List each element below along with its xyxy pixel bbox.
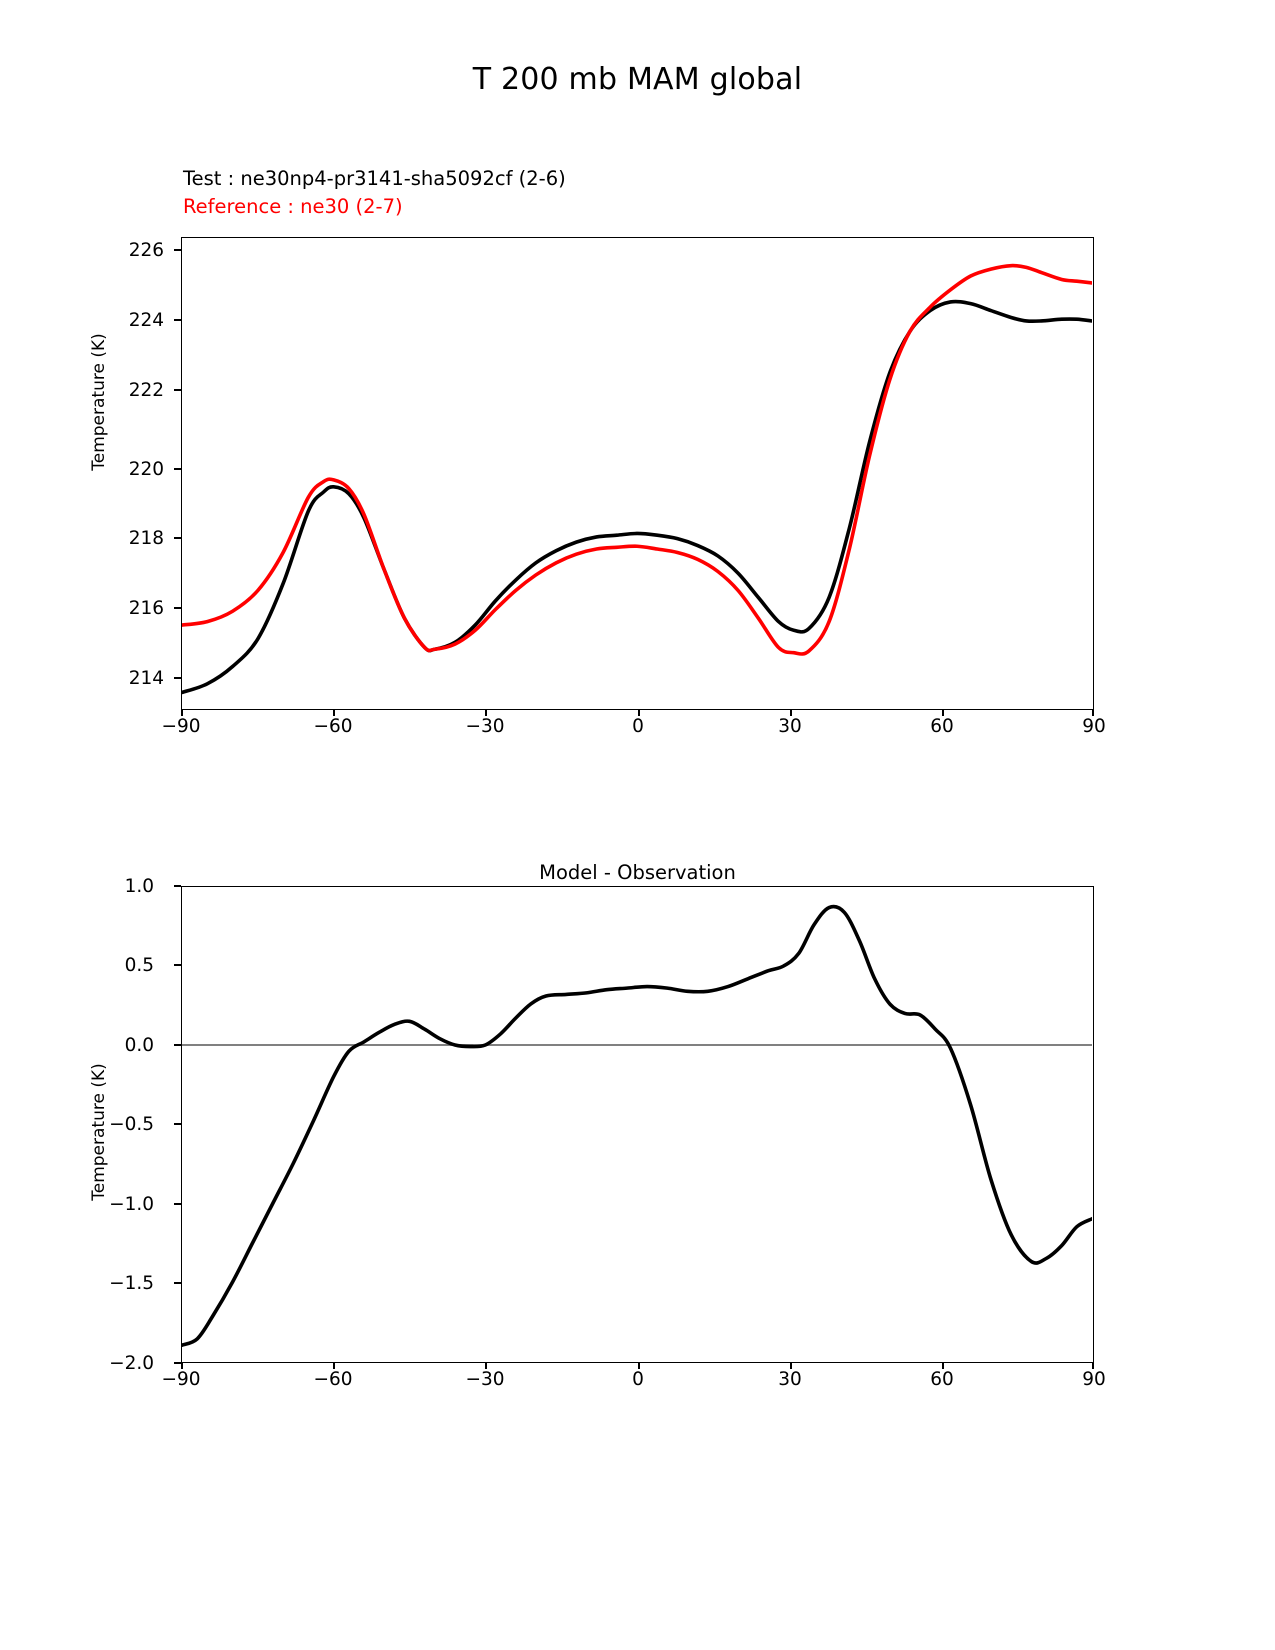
top-y-tick-mark-224 — [174, 319, 181, 321]
bottom-y-tick-minus05: −0.5 — [109, 1114, 154, 1135]
bottom-panel-plot-area — [181, 886, 1094, 1363]
bottom-x-tick-mark-60 — [942, 1362, 944, 1369]
bottom-y-tick-minus15: −1.5 — [109, 1273, 154, 1294]
bottom-y-tick-minus2: −2.0 — [109, 1353, 154, 1374]
top-x-tick-minus90: −90 — [161, 716, 201, 737]
legend-item-reference: Reference : ne30 (2-7) — [183, 194, 403, 218]
legend — [183, 165, 566, 220]
bottom-panel-svg — [182, 887, 1092, 1361]
top-x-tick-mark-0 — [638, 709, 640, 716]
top-x-tick-mark-30 — [790, 709, 792, 716]
top-y-tick-216: 216 — [128, 598, 164, 619]
top-y-tick-222: 222 — [128, 380, 164, 401]
top-x-tick-90: 90 — [1082, 716, 1106, 737]
bottom-y-tick-mark-minus05 — [174, 1123, 181, 1125]
top-y-tick-mark-214 — [174, 677, 181, 679]
bottom-x-tick-mark-90 — [1092, 1362, 1094, 1369]
bottom-x-tick-minus30: −30 — [465, 1369, 505, 1390]
bottom-y-tick-minus1: −1.0 — [109, 1194, 154, 1215]
top-x-tick-minus30: −30 — [465, 716, 505, 737]
bottom-y-tick-mark-minus2 — [174, 1362, 181, 1364]
legend-item-test: Test : ne30np4-pr3141-sha5092cf (2-6) — [183, 167, 566, 190]
top-y-tick-218: 218 — [128, 528, 164, 549]
top-y-tick-226: 226 — [128, 240, 164, 261]
bottom-x-tick-mark-30 — [790, 1362, 792, 1369]
bottom-y-tick-mark-0 — [174, 1044, 181, 1046]
top-x-tick-mark-90 — [1092, 709, 1094, 716]
bottom-x-tick-mark-minus60 — [333, 1362, 335, 1369]
bottom-y-tick-mark-05 — [174, 964, 181, 966]
bottom-y-tick-1: 1.0 — [124, 876, 154, 897]
top-x-tick-60: 60 — [930, 716, 954, 737]
top-panel-y-axis-label: Temperature (K) — [89, 333, 109, 471]
bottom-x-tick-0: 0 — [632, 1369, 644, 1390]
top-y-tick-mark-226 — [174, 249, 181, 251]
top-x-tick-mark-minus30 — [485, 709, 487, 716]
top-y-tick-mark-220 — [174, 468, 181, 470]
top-x-tick-30: 30 — [778, 716, 802, 737]
data-line-series-0 — [182, 907, 1092, 1346]
bottom-x-tick-minus60: −60 — [313, 1369, 353, 1390]
bottom-x-tick-mark-minus90 — [181, 1362, 183, 1369]
top-x-tick-0: 0 — [632, 716, 644, 737]
data-line-series-0 — [182, 302, 1092, 693]
top-x-tick-minus60: −60 — [313, 716, 353, 737]
bottom-x-tick-minus90: −90 — [161, 1369, 201, 1390]
bottom-y-tick-mark-1 — [174, 885, 181, 887]
bottom-y-tick-0: 0.0 — [124, 1035, 154, 1056]
bottom-x-tick-30: 30 — [778, 1369, 802, 1390]
bottom-x-tick-90: 90 — [1082, 1369, 1106, 1390]
top-y-tick-mark-222 — [174, 389, 181, 391]
top-y-tick-mark-216 — [174, 607, 181, 609]
bottom-x-tick-60: 60 — [930, 1369, 954, 1390]
top-x-tick-mark-minus60 — [333, 709, 335, 716]
bottom-x-tick-mark-0 — [638, 1362, 640, 1369]
top-y-tick-224: 224 — [128, 310, 164, 331]
bottom-panel-title: Model - Observation — [539, 861, 736, 884]
bottom-y-tick-mark-minus1 — [174, 1203, 181, 1205]
top-y-tick-220: 220 — [128, 459, 164, 480]
top-x-tick-mark-60 — [942, 709, 944, 716]
top-panel-plot-area — [181, 237, 1094, 710]
bottom-y-tick-mark-minus15 — [174, 1282, 181, 1284]
top-x-tick-mark-minus90 — [181, 709, 183, 716]
top-y-tick-mark-218 — [174, 537, 181, 539]
bottom-x-tick-mark-minus30 — [485, 1362, 487, 1369]
top-panel-svg — [182, 238, 1092, 708]
top-y-tick-214: 214 — [128, 668, 164, 689]
page-title: T 200 mb MAM global — [472, 62, 803, 97]
bottom-panel-y-axis-label: Temperature (K) — [89, 1063, 109, 1201]
data-line-series-1 — [182, 266, 1092, 654]
bottom-y-tick-05: 0.5 — [124, 955, 154, 976]
